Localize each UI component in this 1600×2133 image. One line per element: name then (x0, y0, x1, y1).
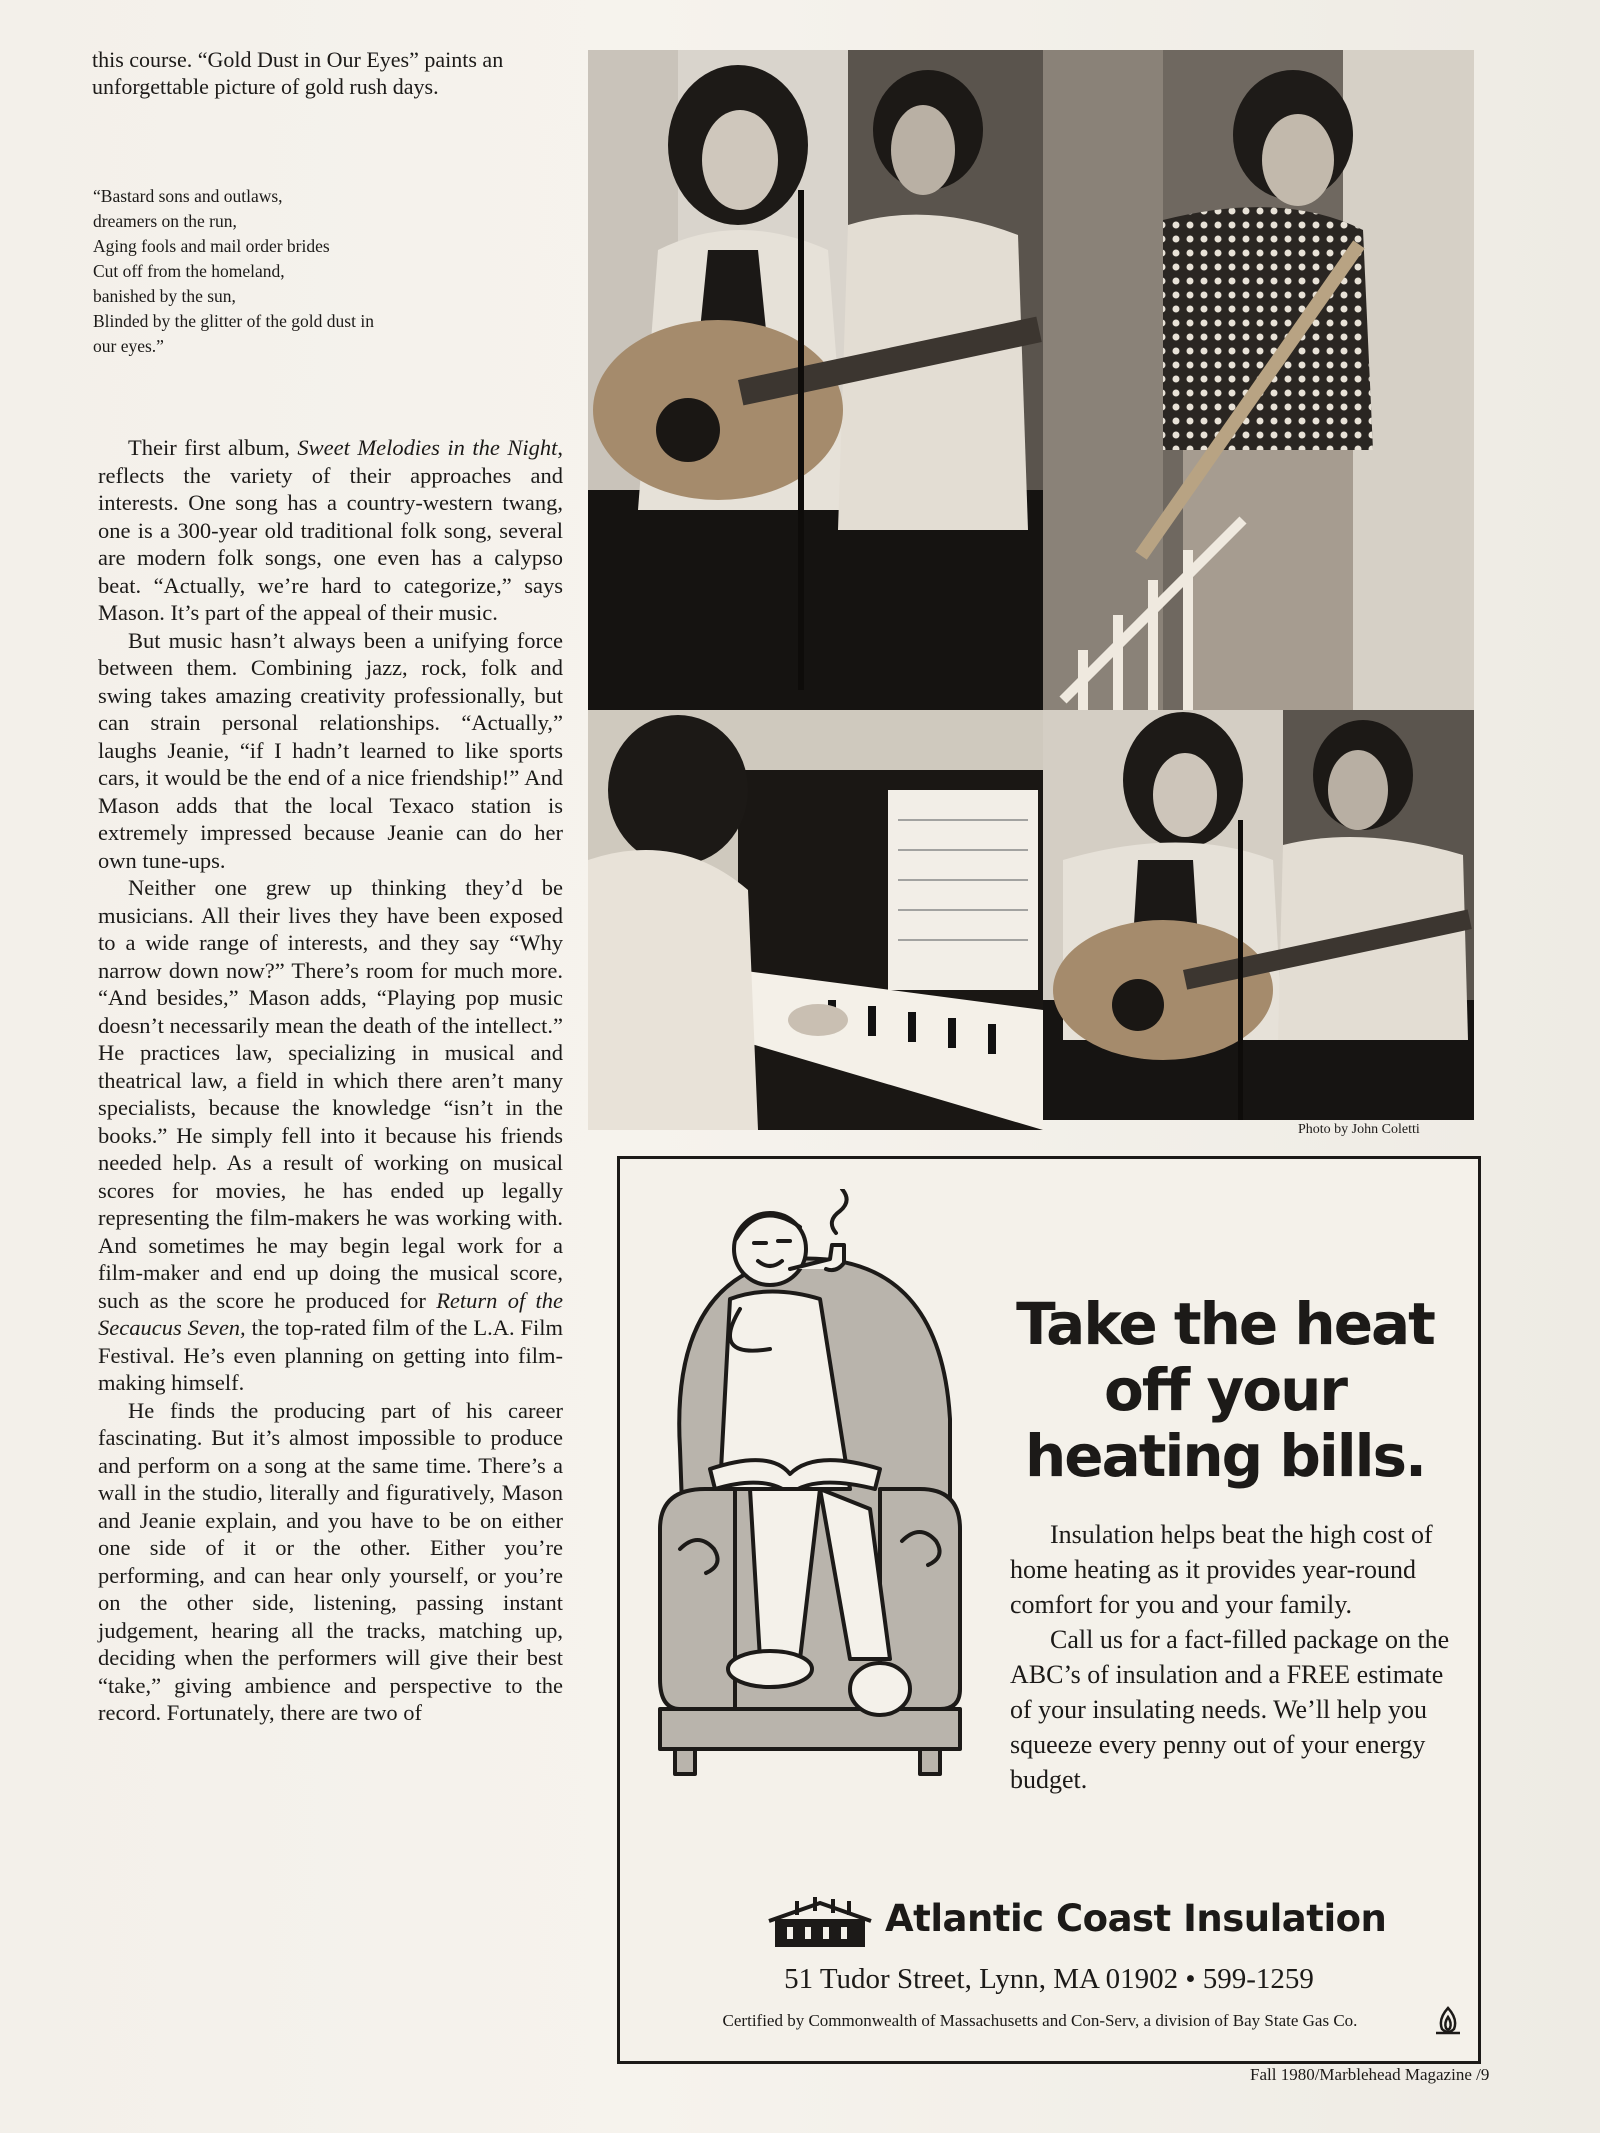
film-title: Return of the Secaucus Seven, (98, 1287, 563, 1340)
company-name: Atlantic Coast Insulation (885, 1897, 1387, 1940)
photo-duo-closeup (1043, 710, 1474, 1120)
photo-duo-performing (588, 50, 1043, 710)
house-logo-icon (765, 1897, 875, 1949)
lyrics-quote (93, 184, 513, 359)
insulation-advertisement (617, 1156, 1481, 2064)
album-title: Sweet Melodies in the Night (297, 435, 558, 460)
ad-headline (1005, 1291, 1445, 1489)
certification-note: Certified by Commonwealth of Massachusetts and Con-Serv, a division of Bay State Gas Co. (722, 2011, 1358, 2030)
photo-credit: Photo by John Coletti (1298, 1122, 1420, 1137)
article-paragraph: Their first album, Sweet Melodies in the Night, reflects the variety of their approaches and interests. One song has a country-western twang, one is a 300-year old traditional folk song, several are modern folk songs, one even has a calypso beat. “Actually, we’re hard to categorize,” says Mason. It’s part of the appeal of their music. (98, 435, 563, 625)
lyric-line: Blinded by the glitter of the gold dust in (93, 311, 374, 331)
ad-headline-line: Take the heat (1016, 1290, 1434, 1358)
man-reading-in-armchair-illustration (650, 1189, 970, 1779)
photo-man-stairs (1043, 50, 1474, 710)
article-body (98, 434, 563, 1727)
lyric-line: Aging fools and mail order brides (93, 236, 330, 256)
ad-headline-line: heating bills. (1024, 1422, 1426, 1490)
lyric-line: banished by the sun, (93, 286, 236, 306)
lyric-line: our eyes.” (93, 336, 164, 356)
ad-headline-line: off your (1103, 1356, 1347, 1424)
lyric-line: Cut off from the homeland, (93, 261, 285, 281)
photo-piano (588, 710, 1043, 1130)
article-paragraph: He finds the producing part of his career fascinating. But it’s almost impossible to produce and perform on a song at the same time. There’s a wall in the studio, literally and figuratively, Mason and Jeanie explain, and you have to be on either one side of it or the other. Either you’re performing, and can hear only yourself, or you’re on the other side, listening, passing instant judgement, hearing all the tracks, matching up, deciding when the performers will give their best “take,” giving ambience and perspective to the record. Fortunately, there are two of (98, 1397, 563, 1725)
article-paragraph: But music hasn’t always been a unifying force between them. Combining jazz, rock, folk and swing takes amazing creativity professionally, but can strain personal relationships. “Actually,” laughs Jeanie, “if I hadn’t learned to like sports cars, it would be the end of a nice friendship!” And Mason adds that the local Texaco station is extremely impressed because Jeanie can do her own tune-ups. (98, 627, 563, 873)
company-branding (765, 1893, 1385, 1953)
photo-collage (588, 50, 1474, 1130)
page-footer: Fall 1980/Marblehead Magazine /9 (1250, 2065, 1490, 2084)
gas-flame-icon (1432, 2005, 1464, 2037)
lyric-line: dreamers on the run, (93, 211, 237, 231)
company-address: 51 Tudor Street, Lynn, MA 01902 • 599-1259 (784, 1963, 1314, 1995)
lyric-line: “Bastard sons and outlaws, (93, 186, 283, 206)
ad-body-copy (1010, 1517, 1470, 1797)
ad-body-paragraph: Insulation helps beat the high cost of home heating as it provides year-round comfort for you and your family. (1010, 1520, 1433, 1619)
ad-body-paragraph: Call us for a fact-filled package on the ABC’s of insulation and a FREE estimate of your insulating needs. We’ll help you squeeze every penny out of your energy budget. (1010, 1625, 1450, 1794)
article-paragraph: Neither one grew up thinking they’d be musicians. All their lives they have been exposed to a wide range of interests, and they say “Why narrow down now?” There’s room for much more. “And besides,” Mason adds, “Playing pop music doesn’t necessarily mean the death of the intellect.” He practices law, specializing in musical and theatrical law, a field in which there aren’t many specialists, because the knowledge “isn’t in the books.” He simply fell into it because his friends needed help. As a result of working on musical scores for movies, he has ended up legally representing the film-makers he was working with. And sometimes he may begin legal work for a film-maker and end up doing the musical score, such as the score he produced for Return of the Secaucus Seven, the top-rated film of the L.A. Film Festival. He’s even planning on getting into film-making himself. (98, 875, 563, 1395)
intro-paragraph: this course. “Gold Dust in Our Eyes” paints an unforgettable picture of gold rush days. (92, 47, 504, 99)
